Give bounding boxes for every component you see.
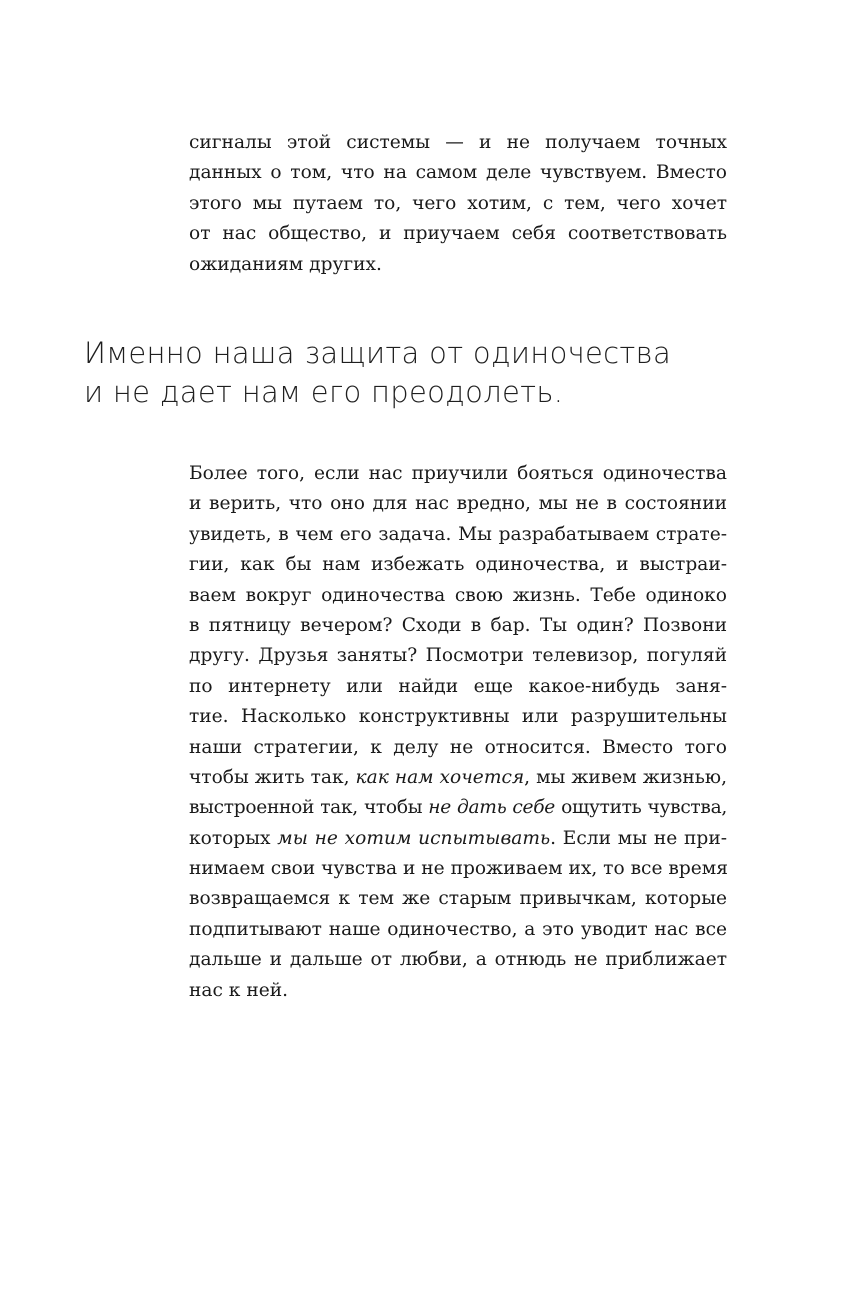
paragraph-top (189, 128, 727, 280)
italic-phrase: не дать себе (428, 797, 556, 819)
pull-quote (84, 334, 784, 412)
text-line: ваем вокруг одиночества свою жизнь. Тебе одиноко (189, 584, 727, 606)
text-segment: которых (189, 827, 278, 849)
text-segment: , мы живем жизнью, (524, 766, 727, 788)
text-line-with-italic (189, 793, 727, 823)
text-line: от нас общество, и приучаем себя соответствовать (189, 223, 727, 245)
text-line: другу. Друзья заняты? Посмотри телевизор, погуляй (189, 645, 727, 667)
text-line: возвращаемся к тем же старым привычкам, которые (189, 888, 727, 910)
text-line: этого мы путаем то, чего хотим, с тем, чего хочет (189, 192, 727, 214)
text-line: тие. Насколько конструктивны или разрушительны (189, 706, 727, 728)
text-line: гии, как бы нам избежать одиночества, и выстраи- (189, 554, 727, 576)
text-segment: ощутить чувства, (555, 797, 727, 819)
text-line: Более того, если нас приучили бояться одиночества (189, 463, 727, 484)
text-segment: выстроенной так, чтобы (189, 797, 429, 819)
text-line: нимаем свои чувства и не проживаем их, то все время (189, 858, 728, 880)
text-line: и верить, что оно для нас вредно, мы не в состоянии (189, 493, 727, 515)
text-line: по интернету или найди еще какое-нибудь заня- (189, 675, 727, 697)
text-line: сигналы этой системы — и не получаем точных (189, 132, 727, 153)
text-line: увидеть, в чем его задача. Мы разрабатываем страте- (189, 523, 727, 545)
text-line: нас к ней. (189, 979, 289, 1001)
text-line-with-italic (189, 824, 727, 854)
text-line: ожиданиям других. (189, 253, 382, 275)
text-line: наши стратегии, к делу не относится. Вместо того (189, 736, 727, 758)
text-segment: чтобы жить так, (189, 766, 356, 788)
pull-quote-line: и не дает нам его преодолеть. (84, 375, 564, 409)
text-line-with-italic (189, 763, 727, 793)
text-line: данных о том, что на самом деле чувствуем. Вместо (189, 162, 727, 184)
text-line: в пятницу вечером? Сходи в бар. Ты один? Позвони (189, 614, 727, 636)
paragraph-main (189, 459, 727, 1006)
italic-phrase: как нам хочется (355, 766, 525, 788)
text-line: подпитывают наше одиночество, а это уводит нас все (189, 918, 727, 940)
pull-quote-line: Именно наша защита от одиночества (84, 336, 672, 370)
text-line: дальше и дальше от любви, а отнюдь не приближает (189, 949, 727, 971)
italic-phrase: мы не хотим испытывать (277, 827, 551, 849)
text-segment: . Если мы не при- (550, 827, 727, 849)
